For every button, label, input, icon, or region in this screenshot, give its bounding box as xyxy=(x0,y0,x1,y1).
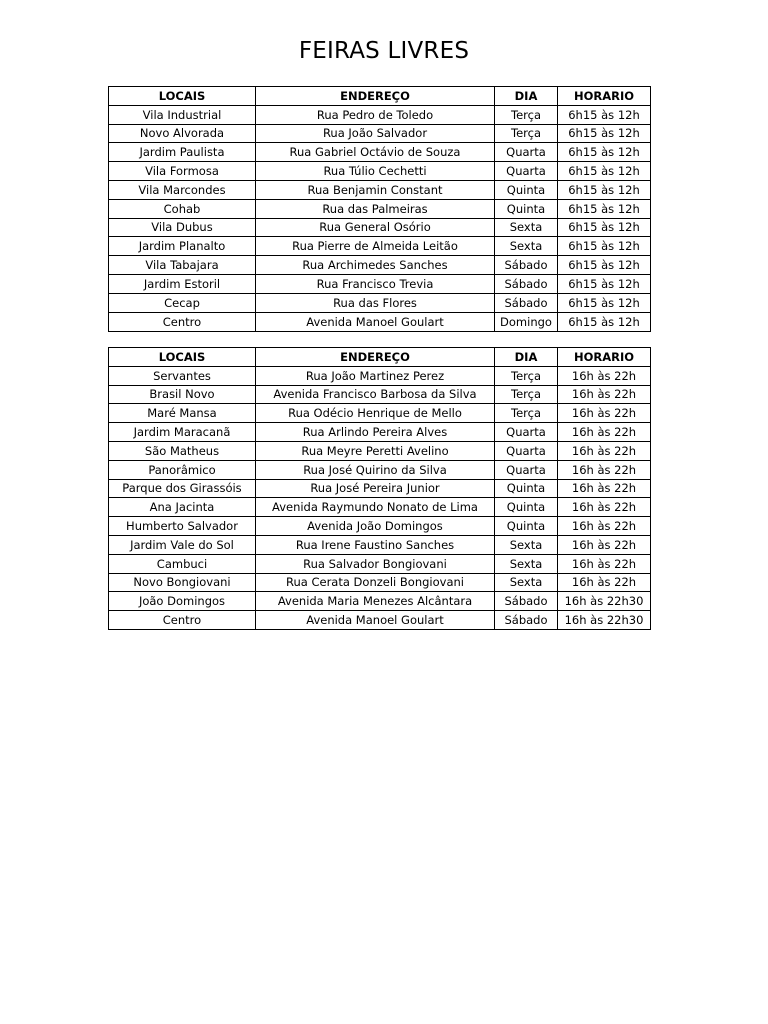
cell-horario: 6h15 às 12h xyxy=(558,256,651,275)
cell-endereco: Rua Archimedes Sanches xyxy=(256,256,495,275)
column-header-endereco: ENDEREÇO xyxy=(256,87,495,106)
column-header-endereco: ENDEREÇO xyxy=(256,348,495,367)
cell-horario: 16h às 22h xyxy=(558,554,651,573)
cell-horario: 6h15 às 12h xyxy=(558,124,651,143)
cell-dia: Quarta xyxy=(495,143,558,162)
cell-endereco: Rua João Martinez Perez xyxy=(256,366,495,385)
table-row xyxy=(109,554,651,573)
cell-horario: 16h às 22h xyxy=(558,573,651,592)
cell-horario: 6h15 às 12h xyxy=(558,180,651,199)
cell-dia: Quarta xyxy=(495,162,558,181)
cell-dia: Quinta xyxy=(495,199,558,218)
cell-local: João Domingos xyxy=(109,592,256,611)
cell-endereco: Avenida Francisco Barbosa da Silva xyxy=(256,385,495,404)
evening-fairs-table xyxy=(108,347,651,630)
cell-local: Parque dos Girassóis xyxy=(109,479,256,498)
cell-local: Cecap xyxy=(109,293,256,312)
cell-endereco: Rua Odécio Henrique de Mello xyxy=(256,404,495,423)
cell-dia: Quinta xyxy=(495,180,558,199)
cell-dia: Sexta xyxy=(495,535,558,554)
table-row xyxy=(109,517,651,536)
table-row xyxy=(109,441,651,460)
cell-dia: Quarta xyxy=(495,460,558,479)
cell-local: Servantes xyxy=(109,366,256,385)
cell-horario: 16h às 22h xyxy=(558,460,651,479)
table-row xyxy=(109,199,651,218)
evening-fairs-body xyxy=(109,366,651,629)
cell-local: Jardim Paulista xyxy=(109,143,256,162)
table-row xyxy=(109,366,651,385)
cell-local: Vila Industrial xyxy=(109,105,256,124)
table-header-row xyxy=(109,87,651,106)
cell-local: Vila Dubus xyxy=(109,218,256,237)
cell-dia: Domingo xyxy=(495,312,558,332)
cell-local: Cohab xyxy=(109,199,256,218)
table-row xyxy=(109,180,651,199)
cell-horario: 6h15 às 12h xyxy=(558,105,651,124)
table-row xyxy=(109,423,651,442)
cell-local: Panorâmico xyxy=(109,460,256,479)
table-row xyxy=(109,162,651,181)
cell-endereco: Avenida Manoel Goulart xyxy=(256,611,495,630)
table-row xyxy=(109,256,651,275)
cell-dia: Quinta xyxy=(495,498,558,517)
table-row xyxy=(109,460,651,479)
cell-local: Vila Formosa xyxy=(109,162,256,181)
cell-horario: 6h15 às 12h xyxy=(558,162,651,181)
cell-dia: Terça xyxy=(495,105,558,124)
cell-local: Jardim Vale do Sol xyxy=(109,535,256,554)
cell-endereco: Rua das Palmeiras xyxy=(256,199,495,218)
cell-horario: 16h às 22h xyxy=(558,479,651,498)
cell-local: Ana Jacinta xyxy=(109,498,256,517)
table-row xyxy=(109,498,651,517)
cell-endereco: Rua Irene Faustino Sanches xyxy=(256,535,495,554)
table-row xyxy=(109,274,651,293)
cell-horario: 16h às 22h xyxy=(558,441,651,460)
cell-endereco: Avenida Raymundo Nonato de Lima xyxy=(256,498,495,517)
cell-local: Centro xyxy=(109,611,256,630)
table-row xyxy=(109,404,651,423)
cell-horario: 16h às 22h xyxy=(558,366,651,385)
cell-endereco: Rua Benjamin Constant xyxy=(256,180,495,199)
cell-endereco: Rua Arlindo Pereira Alves xyxy=(256,423,495,442)
cell-dia: Sábado xyxy=(495,256,558,275)
cell-local: Centro xyxy=(109,312,256,332)
cell-dia: Sábado xyxy=(495,293,558,312)
table-row xyxy=(109,237,651,256)
table-row xyxy=(109,105,651,124)
cell-horario: 16h às 22h xyxy=(558,498,651,517)
column-header-dia: DIA xyxy=(495,348,558,367)
cell-endereco: Rua Túlio Cechetti xyxy=(256,162,495,181)
cell-endereco: Rua Pierre de Almeida Leitão xyxy=(256,237,495,256)
cell-dia: Sábado xyxy=(495,592,558,611)
cell-dia: Sábado xyxy=(495,611,558,630)
cell-endereco: Rua das Flores xyxy=(256,293,495,312)
cell-endereco: Rua Cerata Donzeli Bongiovani xyxy=(256,573,495,592)
cell-dia: Sábado xyxy=(495,274,558,293)
cell-local: Brasil Novo xyxy=(109,385,256,404)
column-header-locais: LOCAIS xyxy=(109,87,256,106)
table-row xyxy=(109,293,651,312)
cell-dia: Quinta xyxy=(495,479,558,498)
cell-horario: 16h às 22h30 xyxy=(558,611,651,630)
column-header-horario: HORARIO xyxy=(558,87,651,106)
cell-endereco: Rua Gabriel Octávio de Souza xyxy=(256,143,495,162)
cell-endereco: Avenida Manoel Goulart xyxy=(256,312,495,332)
cell-local: Vila Tabajara xyxy=(109,256,256,275)
cell-horario: 6h15 às 12h xyxy=(558,274,651,293)
cell-dia: Sexta xyxy=(495,237,558,256)
cell-local: Jardim Maracanã xyxy=(109,423,256,442)
cell-horario: 6h15 às 12h xyxy=(558,143,651,162)
cell-horario: 16h às 22h30 xyxy=(558,592,651,611)
cell-endereco: Rua General Osório xyxy=(256,218,495,237)
table-row xyxy=(109,535,651,554)
cell-endereco: Rua Francisco Trevia xyxy=(256,274,495,293)
table-row xyxy=(109,573,651,592)
cell-local: Vila Marcondes xyxy=(109,180,256,199)
cell-endereco: Rua José Pereira Junior xyxy=(256,479,495,498)
cell-endereco: Rua José Quirino da Silva xyxy=(256,460,495,479)
cell-dia: Sexta xyxy=(495,573,558,592)
cell-local: São Matheus xyxy=(109,441,256,460)
cell-dia: Quarta xyxy=(495,441,558,460)
cell-horario: 6h15 às 12h xyxy=(558,199,651,218)
column-header-horario: HORARIO xyxy=(558,348,651,367)
cell-horario: 6h15 às 12h xyxy=(558,293,651,312)
table-row xyxy=(109,124,651,143)
cell-endereco: Rua Salvador Bongiovani xyxy=(256,554,495,573)
cell-dia: Quinta xyxy=(495,517,558,536)
cell-horario: 6h15 às 12h xyxy=(558,312,651,332)
column-header-dia: DIA xyxy=(495,87,558,106)
cell-dia: Quarta xyxy=(495,423,558,442)
cell-horario: 16h às 22h xyxy=(558,517,651,536)
cell-dia: Terça xyxy=(495,385,558,404)
table-row xyxy=(109,479,651,498)
cell-endereco: Rua Pedro de Toledo xyxy=(256,105,495,124)
cell-endereco: Rua Meyre Peretti Avelino xyxy=(256,441,495,460)
column-header-locais: LOCAIS xyxy=(109,348,256,367)
cell-local: Novo Bongiovani xyxy=(109,573,256,592)
cell-horario: 16h às 22h xyxy=(558,404,651,423)
table-row xyxy=(109,218,651,237)
cell-horario: 6h15 às 12h xyxy=(558,218,651,237)
table-row xyxy=(109,592,651,611)
cell-endereco: Rua João Salvador xyxy=(256,124,495,143)
morning-fairs-table xyxy=(108,86,651,332)
table-row xyxy=(109,385,651,404)
cell-local: Cambuci xyxy=(109,554,256,573)
cell-dia: Terça xyxy=(495,366,558,385)
cell-horario: 16h às 22h xyxy=(558,385,651,404)
table-header-row xyxy=(109,348,651,367)
cell-dia: Sexta xyxy=(495,218,558,237)
cell-endereco: Avenida Maria Menezes Alcântara xyxy=(256,592,495,611)
cell-local: Novo Alvorada xyxy=(109,124,256,143)
cell-local: Maré Mansa xyxy=(109,404,256,423)
cell-local: Humberto Salvador xyxy=(109,517,256,536)
cell-dia: Terça xyxy=(495,404,558,423)
cell-horario: 16h às 22h xyxy=(558,535,651,554)
cell-horario: 16h às 22h xyxy=(558,423,651,442)
cell-dia: Terça xyxy=(495,124,558,143)
morning-fairs-body xyxy=(109,105,651,331)
cell-local: Jardim Estoril xyxy=(109,274,256,293)
cell-local: Jardim Planalto xyxy=(109,237,256,256)
table-row xyxy=(109,312,651,332)
table-row xyxy=(109,143,651,162)
cell-endereco: Avenida João Domingos xyxy=(256,517,495,536)
cell-dia: Sexta xyxy=(495,554,558,573)
cell-horario: 6h15 às 12h xyxy=(558,237,651,256)
table-row xyxy=(109,611,651,630)
page-title: FEIRAS LIVRES xyxy=(298,38,470,64)
